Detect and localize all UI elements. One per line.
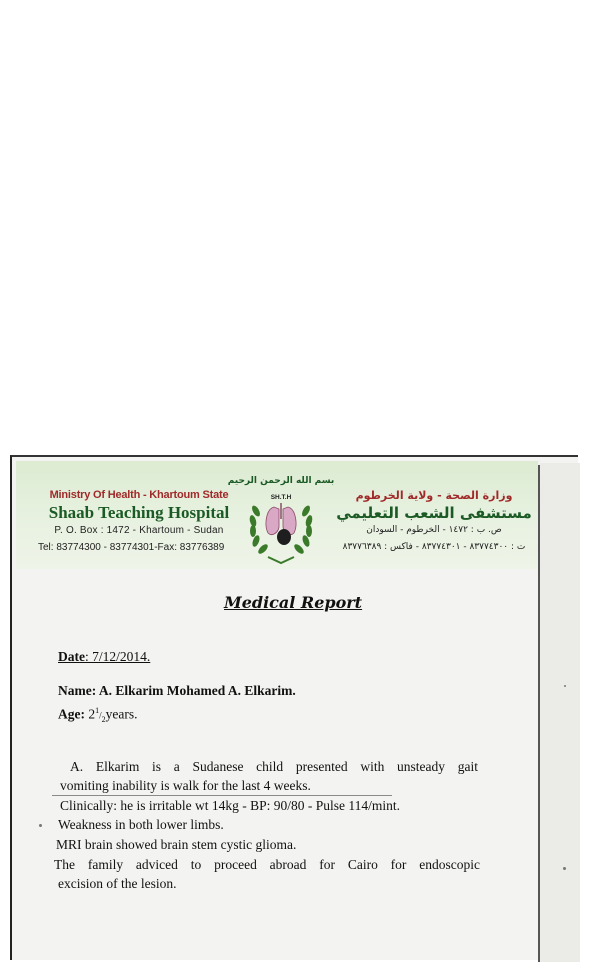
scan-speck	[563, 867, 566, 870]
age-numerator: 1	[95, 706, 100, 715]
age-unit: years.	[105, 706, 138, 722]
name-label: Name:	[58, 683, 97, 698]
letterhead-arabic	[334, 489, 534, 552]
report-body-line-6: The family adviced to proceed abroad for Cairo for endoscopic	[54, 857, 480, 872]
pen-stroke-line	[52, 795, 392, 796]
emblem-label: SH.T.H	[270, 494, 292, 501]
patient-age: Age: $2^1/_2years$.	[58, 706, 138, 725]
po-box-ar: ص. ب : ١٤٧٢ - الخرطوم - السودان	[366, 525, 502, 535]
telephone-en: Tel: 83774300 - 83774301-Fax: 83776389	[38, 542, 225, 553]
scan-speck	[564, 685, 566, 687]
name-value: A. Elkarim Mohamed A. Elkarim.	[98, 683, 296, 698]
hospital-letterhead	[16, 461, 538, 569]
hospital-name-en: Shaab Teaching Hospital	[48, 503, 230, 522]
paper-fold-edge	[538, 465, 540, 962]
hospital-name-ar: مستشفى الشعب التعليمي	[336, 504, 532, 522]
report-date	[58, 649, 150, 665]
po-box-en: P. O. Box : 1472 - Khartoum - Sudan	[54, 525, 224, 536]
hospital-emblem-icon	[227, 467, 335, 567]
report-body-line-3: Clinically: he is irritable wt 14kg - BP: 90/80 - Pulse 114/mint.	[60, 798, 400, 813]
age-whole: 2	[88, 706, 96, 722]
ministry-name-en: Ministry Of Health - Khartoum State	[49, 489, 229, 501]
report-title: Medical Report	[224, 593, 363, 612]
date-value: : 7/12/2014.	[85, 649, 151, 664]
ministry-name-ar: وزارة الصحة - ولاية الخرطوم	[355, 489, 513, 502]
telephone-ar: ت : ٨٣٧٧٤٣٠٠ - ٨٣٧٧٤٣٠١ - فاكس : ٨٣٧٧٦٣٨٩	[342, 542, 526, 552]
scan-speck	[39, 824, 42, 827]
report-body-line-2: vomiting inability is walk for the last 4 weeks.	[60, 778, 311, 793]
report-body-line-5: MRI brain showed brain stem cystic glioma.	[56, 837, 297, 852]
report-body-line-1: A. Elkarim is a Sudanese child presented with unsteady gait	[70, 759, 478, 774]
report-body-line-7: excision of the lesion.	[58, 876, 177, 891]
paper-right-margin	[540, 463, 580, 962]
medical-report-paper	[10, 455, 578, 960]
emblem-calligraphy: بسم الله الرحمن الرحيم	[227, 476, 335, 486]
patient-name	[58, 683, 296, 699]
age-denominator: 2	[101, 715, 106, 725]
report-body-line-4: Weakness in both lower limbs.	[58, 817, 224, 832]
letterhead-english	[34, 489, 244, 553]
date-label: Date	[58, 649, 85, 664]
age-label: Age:	[58, 706, 85, 722]
